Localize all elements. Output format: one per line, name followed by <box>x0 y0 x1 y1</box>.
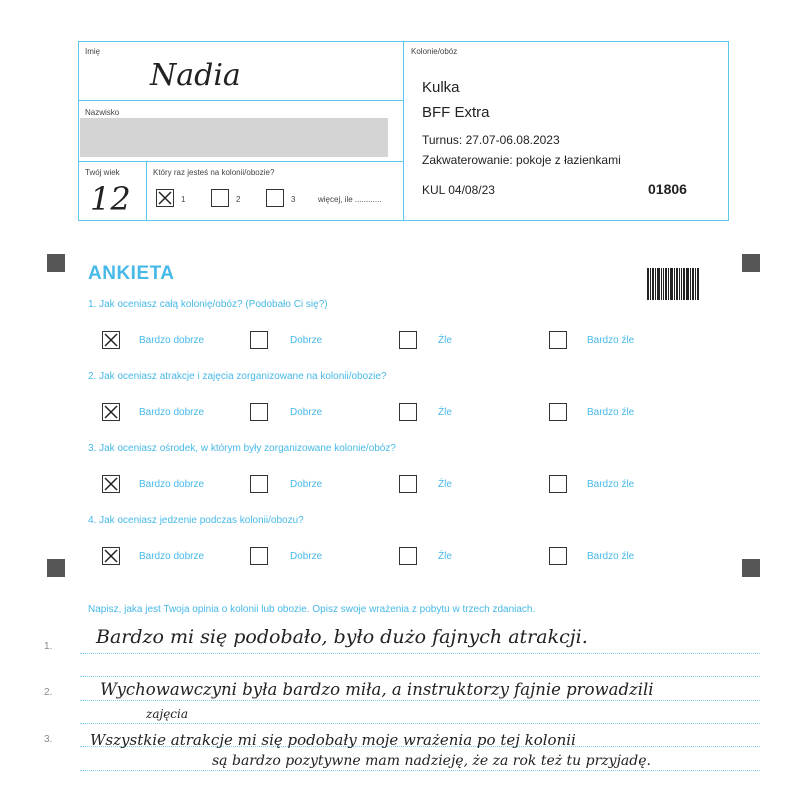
visit-more-label: więcej, ile ............ <box>318 195 382 204</box>
barcode <box>647 268 701 300</box>
registration-mark <box>47 254 65 272</box>
q3-option-dobrze-label: Dobrze <box>290 479 323 490</box>
q3-option-zle-label: Źle <box>438 479 452 490</box>
q3-option-dobrze-checkbox[interactable] <box>250 475 268 493</box>
camp-code: KUL 04/08/23 <box>422 183 495 197</box>
visit-checkbox-2[interactable] <box>211 189 229 207</box>
q4-option-dobrze-label: Dobrze <box>290 551 323 562</box>
q4-option-bardzo-dobrze-label: Bardzo dobrze <box>139 551 205 562</box>
q1-option-bardzo-zle-checkbox[interactable] <box>549 331 567 349</box>
q1-option-dobrze-checkbox[interactable] <box>250 331 268 349</box>
handwritten-answer-line-3: Wszystkie atrakcje mi się podobały moje wrażenia po tej kolonii <box>90 731 576 749</box>
visit-checkbox-3[interactable] <box>266 189 284 207</box>
q4-option-bardzo-zle-label: Bardzo źle <box>587 551 635 562</box>
q4-option-bardzo-dobrze-checkbox[interactable] <box>102 547 120 565</box>
visit-option-1-label: 1 <box>181 195 186 204</box>
camp-name: Kulka <box>422 79 460 96</box>
q1-option-zle-checkbox[interactable] <box>399 331 417 349</box>
q2-option-zle-checkbox[interactable] <box>399 403 417 421</box>
q1-option-bardzo-zle-label: Bardzo źle <box>587 335 635 346</box>
q2-option-bardzo-zle-checkbox[interactable] <box>549 403 567 421</box>
answer-line <box>80 770 760 771</box>
q2-option-bardzo-zle-label: Bardzo źle <box>587 407 635 418</box>
opinion-prompt: Napisz, jaka jest Twoja opinia o kolonii lub obozie. Opisz swoje wrażenia z pobytu w trzech zdaniach. <box>88 604 536 615</box>
answer-number-1: 1. <box>44 641 53 652</box>
age-value: 12 <box>90 180 131 218</box>
camp-label: Kolonie/obóz <box>411 47 458 56</box>
answer-line <box>80 723 760 724</box>
q3-option-bardzo-zle-label: Bardzo źle <box>587 479 635 490</box>
q3-option-bardzo-dobrze-checkbox[interactable] <box>102 475 120 493</box>
form-number: 01806 <box>648 181 687 197</box>
q2-option-zle-label: Źle <box>438 407 452 418</box>
q3-option-bardzo-zle-checkbox[interactable] <box>549 475 567 493</box>
question-3: 3. Jak oceniasz ośrodek, w którym były zorganizowane kolonie/obóz? <box>88 443 396 454</box>
registration-mark <box>742 559 760 577</box>
first-name-value: Nadia <box>150 58 241 93</box>
q3-option-zle-checkbox[interactable] <box>399 475 417 493</box>
q4-option-dobrze-checkbox[interactable] <box>250 547 268 565</box>
q2-option-bardzo-dobrze-label: Bardzo dobrze <box>139 407 205 418</box>
handwritten-answer-line-4: są bardzo pozytywne mam nadzieję, że za rok też tu przyjadę. <box>212 753 651 769</box>
q1-option-bardzo-dobrze-label: Bardzo dobrze <box>139 335 205 346</box>
q2-option-dobrze-label: Dobrze <box>290 407 323 418</box>
handwritten-answer-line-2: Wychowawczyni była bardzo miła, a instruktorzy fajnie prowadzili <box>100 680 654 699</box>
answer-line <box>80 676 760 677</box>
answer-number-3: 3. <box>44 734 53 745</box>
turnus-dates: Turnus: 27.07-06.08.2023 <box>422 133 560 147</box>
visit-option-2-label: 2 <box>236 195 241 204</box>
q4-option-zle-checkbox[interactable] <box>399 547 417 565</box>
answer-line <box>80 700 760 701</box>
redacted-surname <box>80 118 388 157</box>
visit-option-3-label: 3 <box>291 195 296 204</box>
accommodation: Zakwaterowanie: pokoje z łazienkami <box>422 153 621 167</box>
q2-option-bardzo-dobrze-checkbox[interactable] <box>102 403 120 421</box>
q1-option-bardzo-dobrze-checkbox[interactable] <box>102 331 120 349</box>
q4-option-bardzo-zle-checkbox[interactable] <box>549 547 567 565</box>
handwritten-answer-insert: zajęcia <box>146 707 189 721</box>
last-name-label: Nazwisko <box>85 108 120 117</box>
age-label: Twój wiek <box>85 168 120 177</box>
q1-option-zle-label: Źle <box>438 335 452 346</box>
question-1: 1. Jak oceniasz całą kolonię/obóz? (Podobało Ci się?) <box>88 299 328 310</box>
handwritten-answer-line-1: Bardzo mi się podobało, było dużo fajnych atrakcji. <box>96 626 588 648</box>
survey-title: ANKIETA <box>88 263 175 284</box>
answer-line <box>80 653 760 654</box>
answer-number-2: 2. <box>44 687 53 698</box>
camp-program: BFF Extra <box>422 104 490 121</box>
first-name-label: Imię <box>85 47 101 56</box>
registration-mark <box>742 254 760 272</box>
visit-checkbox-1[interactable] <box>156 189 174 207</box>
question-2: 2. Jak oceniasz atrakcje i zajęcia zorganizowane na kolonii/obozie? <box>88 371 387 382</box>
registration-mark <box>47 559 65 577</box>
question-4: 4. Jak oceniasz jedzenie podczas kolonii/obozu? <box>88 515 304 526</box>
q3-option-bardzo-dobrze-label: Bardzo dobrze <box>139 479 205 490</box>
q2-option-dobrze-checkbox[interactable] <box>250 403 268 421</box>
visit-count-label: Który raz jesteś na kolonii/obozie? <box>153 168 275 177</box>
q4-option-zle-label: Źle <box>438 551 452 562</box>
q1-option-dobrze-label: Dobrze <box>290 335 323 346</box>
